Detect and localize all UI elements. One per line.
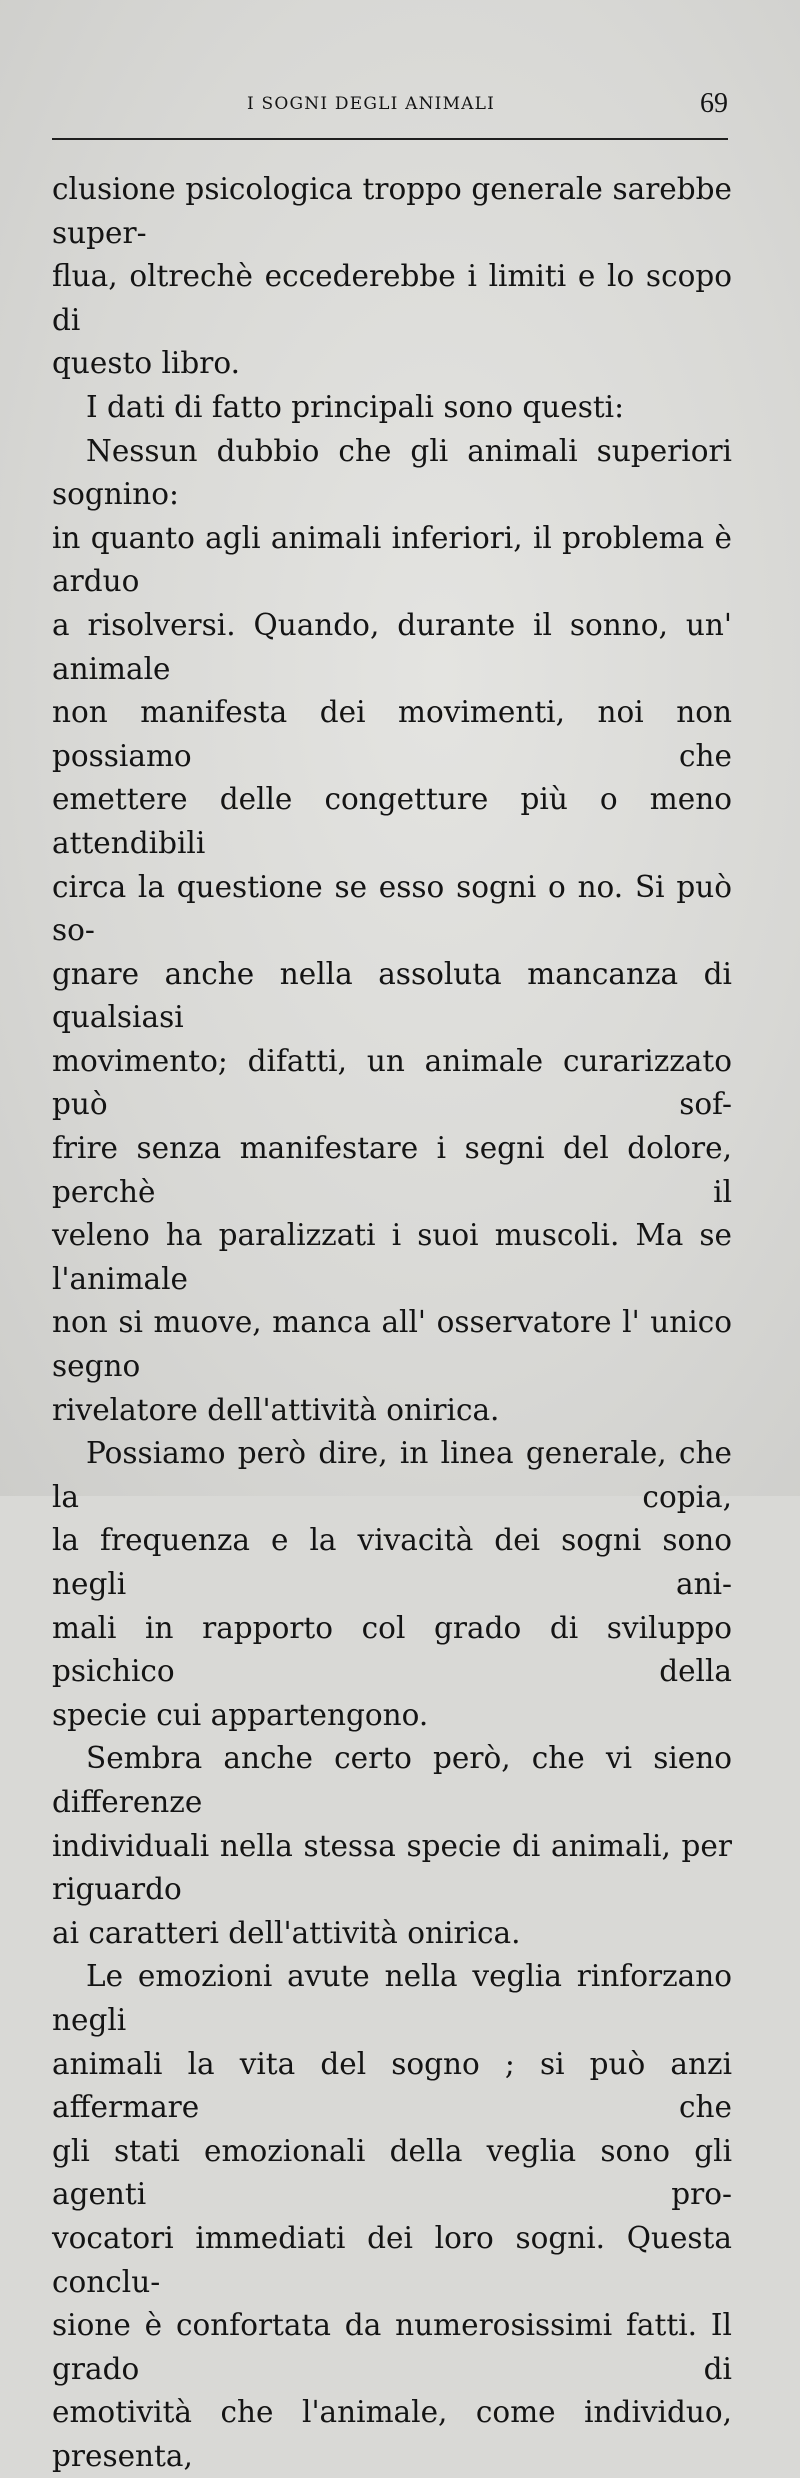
text-line: frire senza manifestare i segni del dolore, perchè il — [52, 1131, 732, 1209]
text-line: emotività che l'animale, come individuo, presenta, — [52, 2395, 732, 2473]
text-line: animali la vita del sogno ; si può anzi affermare che — [52, 2046, 732, 2125]
text-line: flua, oltrechè eccederebbe i limiti e lo scopo di — [52, 259, 732, 337]
page-header — [52, 88, 728, 128]
text-line: circa la questione se esso sogni o no. Si può so- — [52, 869, 732, 948]
body-text — [52, 168, 732, 2478]
text-line: Possiamo però dire, in linea generale, che la copia, — [52, 1436, 732, 1514]
text-line: la frequenza e la vivacità dei sogni sono negli ani- — [52, 1523, 732, 1601]
text-line: gli stati emozionali della veglia sono gli agenti pro- — [52, 2133, 732, 2212]
text-line: emettere delle congetture più o meno attendibili — [52, 782, 732, 860]
text-line: movimento; difatti, un animale curarizzato può sof- — [52, 1043, 732, 1122]
text-line: a risolversi. Quando, durante il sonno, un' animale — [52, 607, 732, 686]
text-line: Le emozioni avute nella veglia rinforzano negli — [52, 1959, 732, 2037]
text-line: I dati di fatto principali sono questi: — [86, 389, 625, 424]
text-line: vocatori immediati dei loro sogni. Questa conclu- — [52, 2220, 732, 2299]
text-line: non manifesta dei movimenti, noi non possiamo che — [52, 695, 732, 773]
text-line: rivelatore dell'attività onirica. — [52, 1392, 500, 1427]
text-line: sione è confortata da numerosissimi fatti. Il grado di — [52, 2308, 732, 2386]
running-title: I SOGNI DEGLI ANIMALI — [247, 94, 496, 114]
text-line: in quanto agli animali inferiori, il problema è arduo — [52, 520, 732, 599]
text-line: questo libro. — [52, 346, 240, 381]
text-line: Sembra anche certo però, che vi sieno differenze — [52, 1741, 732, 1819]
page-number: 69 — [700, 88, 728, 119]
text-line: gnare anche nella assoluta mancanza di qualsiasi — [52, 956, 732, 1035]
text-line: mali in rapporto col grado di sviluppo psichico della — [52, 1610, 732, 1689]
text-line: ai caratteri dell'attività onirica. — [52, 1915, 521, 1950]
text-line: Nessun dubbio che gli animali superiori sognino: — [52, 433, 732, 512]
text-line: clusione psicologica troppo generale sarebbe super- — [52, 172, 732, 250]
text-line: specie cui appartengono. — [52, 1697, 429, 1732]
text-line: non si muove, manca all' osservatore l' unico segno — [52, 1305, 732, 1384]
text-line: individuali nella stessa specie di animali, per riguardo — [52, 1828, 732, 1907]
text-line: veleno ha paralizzati i suoi muscoli. Ma se l'animale — [52, 1218, 732, 1296]
header-rule — [52, 138, 728, 140]
